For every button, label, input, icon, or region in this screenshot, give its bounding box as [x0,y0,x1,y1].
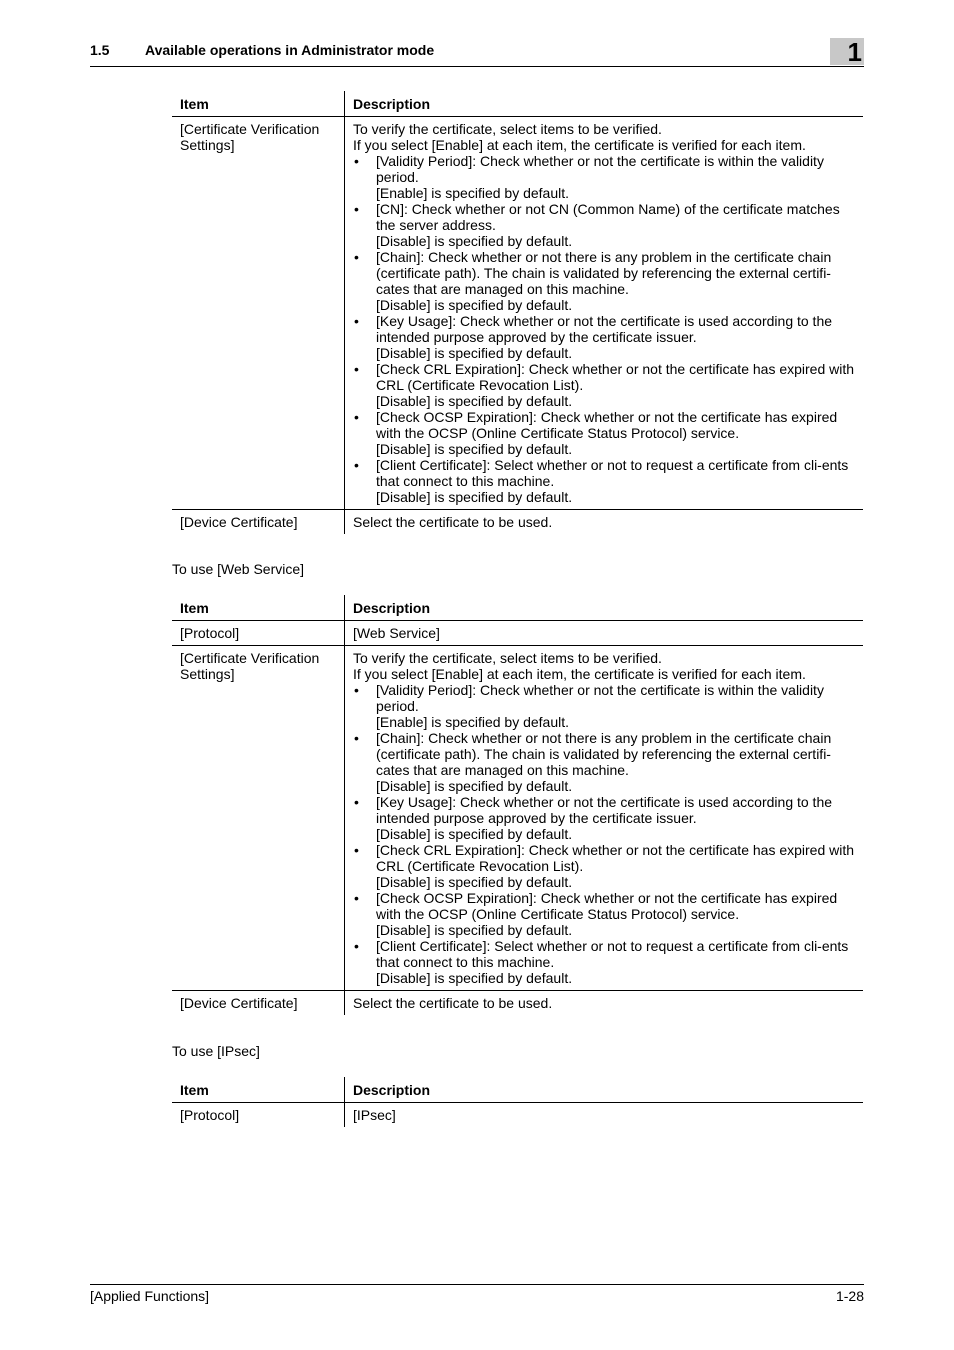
option-text: [Validity Period]: Check whether or not the certificate is within the validity period. [376,682,824,714]
option-text: [Client Certificate]: Select whether or not to request a certificate from cli-ents that connect to this machine. [376,457,849,489]
option-default: [Disable] is specified by default. [376,874,573,890]
option-text: [Chain]: Check whether or not there is any problem in the certificate chain (certificate path). The chain is validated by referencing the external certifi-cates that are managed on this machine. [376,249,832,297]
description-cell: Select the certificate to be used. [353,995,553,1011]
option-default: [Disable] is specified by default. [376,441,573,457]
section-caption: To use [Web Service] [172,561,305,577]
column-header-description: Description [345,595,864,621]
item-cell: [Device Certificate] [172,991,345,1016]
option-text: [Chain]: Check whether or not there is any problem in the certificate chain (certificate path). The chain is validated by referencing the external certifi-cates that are managed on this machine. [376,730,832,778]
list-item [353,938,855,986]
description-intro: To verify the certificate, select items to be verified. [353,650,662,666]
list-item [353,457,855,505]
table-row [172,991,863,1016]
list-item [353,201,855,249]
list-item [353,249,855,313]
footer-title: [Applied Functions] [90,1288,210,1304]
option-text: [Check CRL Expiration]: Check whether or not the certificate has expired with CRL (Certificate Revocation List). [376,361,855,393]
list-item [353,890,855,938]
option-list [353,682,855,986]
table-header-row [172,1077,863,1103]
item-cell: [Certificate Verification Settings] [172,646,345,991]
column-header-item: Item [172,595,345,621]
description-cell: Select the certificate to be used. [353,514,553,530]
option-text: [Key Usage]: Check whether or not the certificate is used according to the intended purpose approved by the certificate issuer. [376,794,833,826]
description-cell [345,117,864,510]
table-row [172,621,863,646]
list-item [353,794,855,842]
table-row [172,1103,863,1128]
chapter-badge: 1 [830,38,864,65]
item-cell: [Certificate Verification Settings] [172,117,345,510]
option-default: [Disable] is specified by default. [376,393,573,409]
option-list [353,153,855,505]
column-header-description: Description [345,1077,864,1103]
table-row [172,117,863,510]
table-row [172,510,863,535]
option-text: [Client Certificate]: Select whether or not to request a certificate from cli-ents that connect to this machine. [376,938,849,970]
description-cell: [IPsec] [353,1107,396,1123]
option-text: [Check CRL Expiration]: Check whether or not the certificate has expired with CRL (Certificate Revocation List). [376,842,855,874]
option-default: [Disable] is specified by default. [376,922,573,938]
item-cell: [Protocol] [172,1103,345,1128]
option-text: [CN]: Check whether or not CN (Common Name) of the certificate matches the server address. [376,201,840,233]
list-item [353,361,855,409]
option-default: [Enable] is specified by default. [376,185,570,201]
list-item [353,409,855,457]
option-text: [Check OCSP Expiration]: Check whether or not the certificate has expired with the OCSP (Online Certificate Status Protocol) service. [376,890,838,922]
table-ipsec [172,1077,863,1127]
list-item [353,682,855,730]
column-header-item: Item [172,1077,345,1103]
item-cell: [Protocol] [172,621,345,646]
description-cell [345,646,864,991]
description-intro: If you select [Enable] at each item, the certificate is verified for each item. [353,666,806,682]
section-caption: To use [IPsec] [172,1043,260,1059]
column-header-item: Item [172,91,345,117]
list-item [353,842,855,890]
table-header-row [172,595,863,621]
table-row [172,646,863,991]
option-default: [Enable] is specified by default. [376,714,570,730]
option-default: [Disable] is specified by default. [376,970,573,986]
option-default: [Disable] is specified by default. [376,297,573,313]
section-title: Available operations in Administrator mode [145,42,435,58]
item-cell: [Device Certificate] [172,510,345,535]
option-default: [Disable] is specified by default. [376,826,573,842]
section-number: 1.5 [90,42,110,58]
table-web-service [172,595,863,1015]
page-number: 1-28 [835,1288,864,1304]
option-default: [Disable] is specified by default. [376,489,573,505]
description-cell: [Web Service] [345,621,864,646]
page-header [90,38,864,67]
option-default: [Disable] is specified by default. [376,233,573,249]
option-default: [Disable] is specified by default. [376,345,573,361]
option-text: [Validity Period]: Check whether or not the certificate is within the validity period. [376,153,824,185]
table-certificate-settings [172,91,863,534]
description-intro: If you select [Enable] at each item, the certificate is verified for each item. [353,137,806,153]
table-header-row [172,91,863,117]
column-header-description: Description [345,91,864,117]
description-intro: To verify the certificate, select items to be verified. [353,121,662,137]
list-item [353,313,855,361]
list-item [353,730,855,794]
option-text: [Check OCSP Expiration]: Check whether or not the certificate has expired with the OCSP (Online Certificate Status Protocol) service. [376,409,838,441]
list-item [353,153,855,201]
option-text: [Key Usage]: Check whether or not the certificate is used according to the intended purpose approved by the certificate issuer. [376,313,833,345]
option-default: [Disable] is specified by default. [376,778,573,794]
page-footer [90,1284,864,1304]
